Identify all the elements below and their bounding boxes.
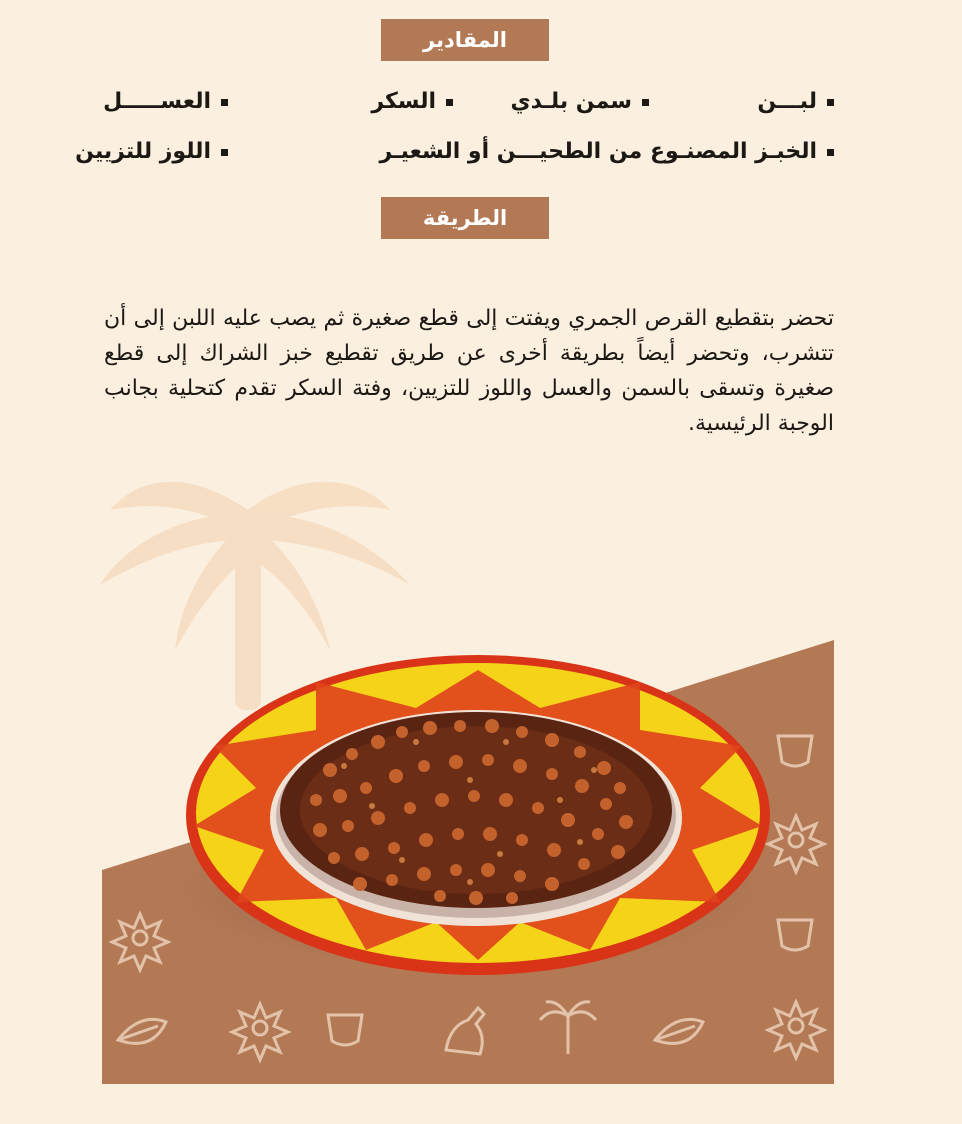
ingredient-label: لبـــن	[757, 89, 817, 114]
fatta-food	[280, 712, 672, 908]
bullet-icon	[642, 99, 649, 106]
ingredient-laban	[757, 87, 834, 117]
bullet-icon	[221, 149, 228, 156]
ingredient-honey	[103, 87, 228, 117]
ingredients-heading: المقادير	[381, 19, 549, 61]
bullet-icon	[221, 99, 228, 106]
method-heading: الطريقة	[381, 197, 549, 239]
bullet-icon	[827, 99, 834, 106]
ingredient-bread	[379, 137, 834, 167]
ingredient-almonds	[75, 137, 228, 167]
ingredient-ghee	[511, 87, 649, 117]
ingredient-label: اللوز للتزيين	[75, 139, 211, 164]
bullet-icon	[827, 149, 834, 156]
method-paragraph: تحضر بتقطيع القرص الجمري ويفتت إلى قطع صغيرة ثم يصب عليه اللبن إلى أن تتشرب، وتحضر أيضاً بطريقة أخرى عن طريق تقطيع خبز الشراك إلى قطع صغيرة وتسقى بالسمن والعسل واللوز للتزيين، وفتة السكر تقدم كتحلية بجانب الوجبة الرئيسية.	[104, 306, 834, 436]
dish-illustration	[0, 470, 962, 1124]
bullet-icon	[446, 99, 453, 106]
ingredient-label: الخبـز المصنـوع من الطحيـــن أو الشعيـر	[379, 139, 817, 164]
ingredient-sugar	[371, 87, 453, 117]
ingredient-label: العســـــل	[103, 89, 211, 114]
ingredient-label: السكر	[371, 89, 436, 114]
ingredient-label: سمن بلـدي	[510, 89, 632, 114]
